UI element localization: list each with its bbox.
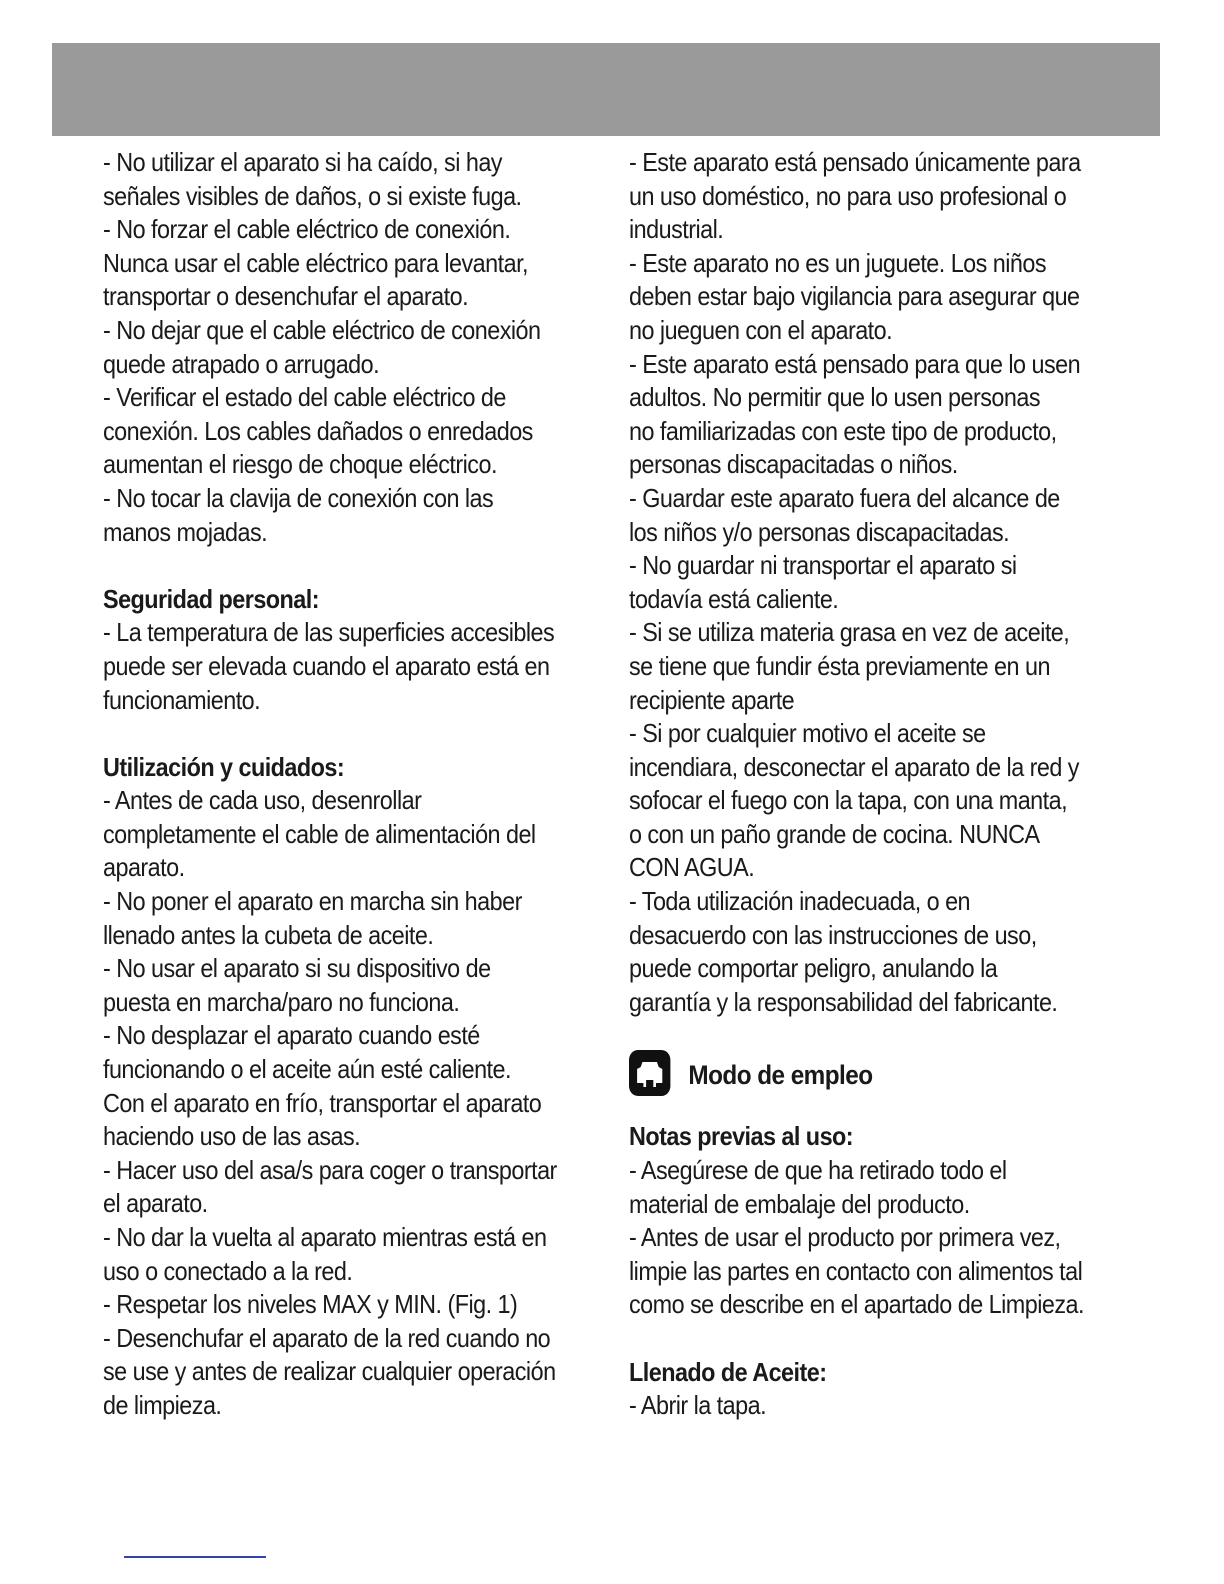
text-line: material de embalaje del producto. — [629, 1188, 970, 1219]
text-line: - No utilizar el aparato si ha caído, si hay — [103, 147, 502, 177]
text-line: - Guardar este aparato fuera del alcance de — [629, 482, 1060, 513]
right-column — [629, 146, 1120, 1423]
text-line: - No guardar ni transportar el aparato si — [629, 550, 1017, 581]
text-line: de limpieza. — [103, 1389, 222, 1420]
text-line: señales visibles de daños, o si existe fuga. — [103, 180, 522, 211]
text-line: - Verificar el estado del cable eléctrico de — [103, 382, 506, 413]
text-line: - No tocar la clavija de conexión con las — [103, 482, 494, 513]
text-line: - Toda utilización inadecuada, o en — [629, 886, 971, 917]
text-line: conexión. Los cables dañados o enredados — [103, 415, 533, 446]
text-line: desacuerdo con las instrucciones de uso, — [629, 919, 1037, 950]
text-line: - Este aparato está pensado únicamente para — [629, 147, 1081, 177]
left-column — [103, 146, 580, 1423]
heading-llenado: Llenado de Aceite: — [629, 1356, 827, 1387]
text-line: se tiene que fundir ésta previamente en un — [629, 650, 1050, 681]
text-line: - No poner el aparato en marcha sin haber — [103, 886, 522, 917]
text-line: haciendo uso de las asas. — [103, 1121, 361, 1152]
text-line: - No usar el aparato si su dispositivo de — [103, 953, 491, 984]
section-modo-de-empleo — [629, 1035, 1120, 1110]
text-line: garantía y la responsabilidad del fabricante. — [629, 986, 1058, 1017]
text-line: - No dar la vuelta al aparato mientras está en — [103, 1222, 547, 1252]
text-line: Nunca usar el cable eléctrico para levantar, — [103, 247, 528, 278]
text-line: puede ser elevada cuando el aparato está en — [103, 650, 550, 681]
text-line: - Abrir la tapa. — [629, 1390, 767, 1421]
footer-rule — [124, 1556, 266, 1558]
header-band — [52, 43, 1160, 136]
text-line: - Si por cualquier motivo el aceite se — [629, 718, 986, 749]
text-line: - Este aparato está pensado para que lo usen — [629, 348, 1081, 379]
text-line: - Hacer uso del asa/s para coger o transportar — [103, 1154, 557, 1185]
heading-notas-previas: Notas previas al uso: — [629, 1121, 854, 1152]
text-line: - No forzar el cable eléctrico de conexión. — [103, 214, 511, 245]
text-line: aumentan el riesgo de choque eléctrico. — [103, 449, 497, 480]
text-line: - La temperatura de las superficies accesibles — [103, 617, 555, 648]
text-line: - No desplazar el aparato cuando esté — [103, 1020, 480, 1051]
text-line: - Desenchufar el aparato de la red cuando no — [103, 1322, 551, 1353]
text-line: se use y antes de realizar cualquier operación — [103, 1356, 556, 1387]
text-line: no jueguen con el aparato. — [629, 314, 893, 345]
text-line: - Si se utiliza materia grasa en vez de aceite, — [629, 617, 1070, 648]
text-line: personas discapacitadas o niños. — [629, 449, 958, 480]
text-line: no familiarizadas con este tipo de producto, — [629, 415, 1057, 446]
text-line: funcionando o el aceite aún esté caliente. — [103, 1054, 511, 1085]
text-line: completamente el cable de alimentación del — [103, 818, 536, 849]
text-line: puede comportar peligro, anulando la — [629, 953, 998, 984]
text-line: adultos. No permitir que lo usen personas — [629, 382, 1041, 413]
text-line: quede atrapado o arrugado. — [103, 348, 380, 379]
text-line: limpie las partes en contacto con alimentos tal — [629, 1255, 1083, 1286]
text-line: puesta en marcha/paro no funciona. — [103, 986, 460, 1017]
text-line: los niños y/o personas discapacitadas. — [629, 516, 1010, 547]
text-line: recipiente aparte — [629, 684, 795, 715]
text-line: como se describe en el apartado de Limpieza. — [629, 1289, 1084, 1320]
text-line: CON AGUA. — [629, 852, 755, 883]
text-line: industrial. — [629, 214, 724, 245]
appliance-icon — [629, 1050, 670, 1096]
text-line: - Antes de cada uso, desenrollar — [103, 785, 422, 816]
text-line: un uso doméstico, no para uso profesional o — [629, 180, 1067, 211]
text-line: aparato. — [103, 852, 185, 883]
text-line: llenado antes la cubeta de aceite. — [103, 919, 434, 950]
text-line: sofocar el fuego con la tapa, con una manta, — [629, 785, 1068, 816]
text-line: deben estar bajo vigilancia para asegurar que — [629, 281, 1080, 312]
text-line: el aparato. — [103, 1188, 208, 1219]
text-line: todavía está caliente. — [629, 583, 839, 614]
text-line: incendiara, desconectar el aparato de la red y — [629, 751, 1079, 782]
text-line: Con el aparato en frío, transportar el aparato — [103, 1087, 542, 1118]
text-line: - No dejar que el cable eléctrico de conexión — [103, 314, 541, 345]
text-line: transportar o desenchufar el aparato. — [103, 281, 469, 312]
heading-seguridad-personal: Seguridad personal: — [103, 583, 319, 614]
heading-utilizacion: Utilización y cuidados: — [103, 751, 345, 782]
text-line: uso o conectado a la red. — [103, 1255, 353, 1286]
text-line: manos mojadas. — [103, 516, 268, 547]
text-line: - Respetar los niveles MAX y MIN. (Fig. 1) — [103, 1289, 518, 1320]
section-title-label: Modo de empleo — [688, 1060, 873, 1091]
text-line: - Asegúrese de que ha retirado todo el — [629, 1155, 1007, 1186]
text-line: o con un paño grande de cocina. NUNCA — [629, 818, 1040, 849]
text-line: - Antes de usar el producto por primera vez, — [629, 1222, 1061, 1253]
text-line: - Este aparato no es un juguete. Los niños — [629, 247, 1047, 278]
text-line: funcionamiento. — [103, 684, 261, 715]
